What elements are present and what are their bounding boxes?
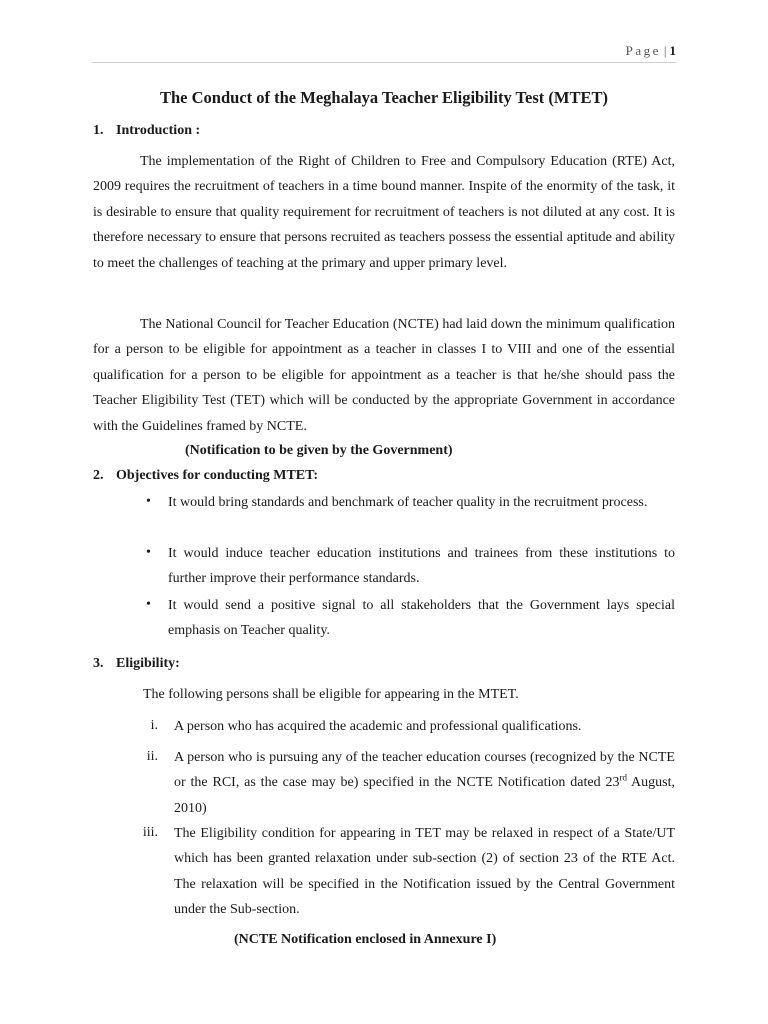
- annexure-note: (NCTE Notification enclosed in Annexure I): [234, 932, 497, 947]
- page-separator: |: [663, 43, 667, 58]
- page-header: [626, 43, 676, 59]
- section-1-heading: [93, 123, 200, 139]
- section-title: Eligibility:: [116, 656, 180, 671]
- list-number: ii.: [146, 749, 158, 764]
- bullet-icon: •: [146, 494, 151, 509]
- list-number: iii.: [142, 825, 158, 840]
- eligibility-item: The Eligibility condition for appearing in TET may be relaxed in respect of a State/UT which has been granted relaxation under sub-section (2) of section 23 of the RTE Act. The relaxation will be specified in the Notification issued by the Central Government under the Sub-section.: [174, 826, 675, 918]
- document-title: The Conduct of the Meghalaya Teacher Eligibility Test (MTET): [160, 88, 608, 107]
- header-divider: [92, 62, 676, 63]
- section-number: 1.: [93, 123, 104, 138]
- objective-item: It would induce teacher education institutions and trainees from these institutions to further improve their performance standards.: [168, 546, 675, 587]
- list-number: i.: [150, 718, 158, 733]
- bullet-icon: •: [146, 597, 151, 612]
- intro-paragraph-1: The implementation of the Right of Children to Free and Compulsory Education (RTE) Act, 2009 requires the recruitment of teachers in a time bound manner. Inspite of the enormity of the task, it is desirable to ensure that quality requirement for recruitment of teachers is not diluted at any cost. It is therefore necessary to ensure that persons recruited as teachers possess the essential aptitude and ability to meet the challenges of teaching at the primary and upper primary level.: [93, 154, 675, 271]
- page-number: 1: [669, 43, 676, 58]
- intro-paragraph-2: The National Council for Teacher Education (NCTE) had laid down the minimum qualification for a person to be eligible for appointment as a teacher in classes I to VIII and one of the essential qualification for a person to be eligible for appointment as a teacher is that he/she should pass the Teacher Eligibility Test (TET) which will be conducted by the appropriate Government in accordance with the Guidelines framed by NCTE.: [93, 317, 675, 434]
- section-3-heading: [93, 656, 180, 672]
- section-title: Objectives for conducting MTET:: [116, 468, 319, 483]
- eligibility-item: A person who has acquired the academic and professional qualifications.: [174, 719, 582, 734]
- section-2-heading: [93, 468, 318, 484]
- eligibility-lead: The following persons shall be eligible for appearing in the MTET.: [143, 687, 519, 702]
- section-number: 2.: [93, 468, 104, 483]
- section-title: Introduction :: [116, 123, 201, 138]
- item-text-end: August, 2010): [174, 775, 675, 816]
- bullet-icon: •: [146, 545, 151, 560]
- objective-item: It would bring standards and benchmark of teacher quality in the recruitment process.: [168, 495, 648, 510]
- page-label: Page: [625, 43, 661, 58]
- section-number: 3.: [93, 656, 104, 671]
- item-text: A person who is pursuing any of the teacher education courses (recognized by the NCTE or the RCI, as the case may be) specified in the NCTE Notification dated 23: [174, 750, 675, 791]
- eligibility-item: [174, 745, 675, 821]
- objective-item: It would send a positive signal to all stakeholders that the Government lays special emphasis on Teacher quality.: [168, 598, 675, 639]
- notification-note: (Notification to be given by the Government): [185, 443, 453, 458]
- ordinal-suffix: rd: [619, 772, 627, 783]
